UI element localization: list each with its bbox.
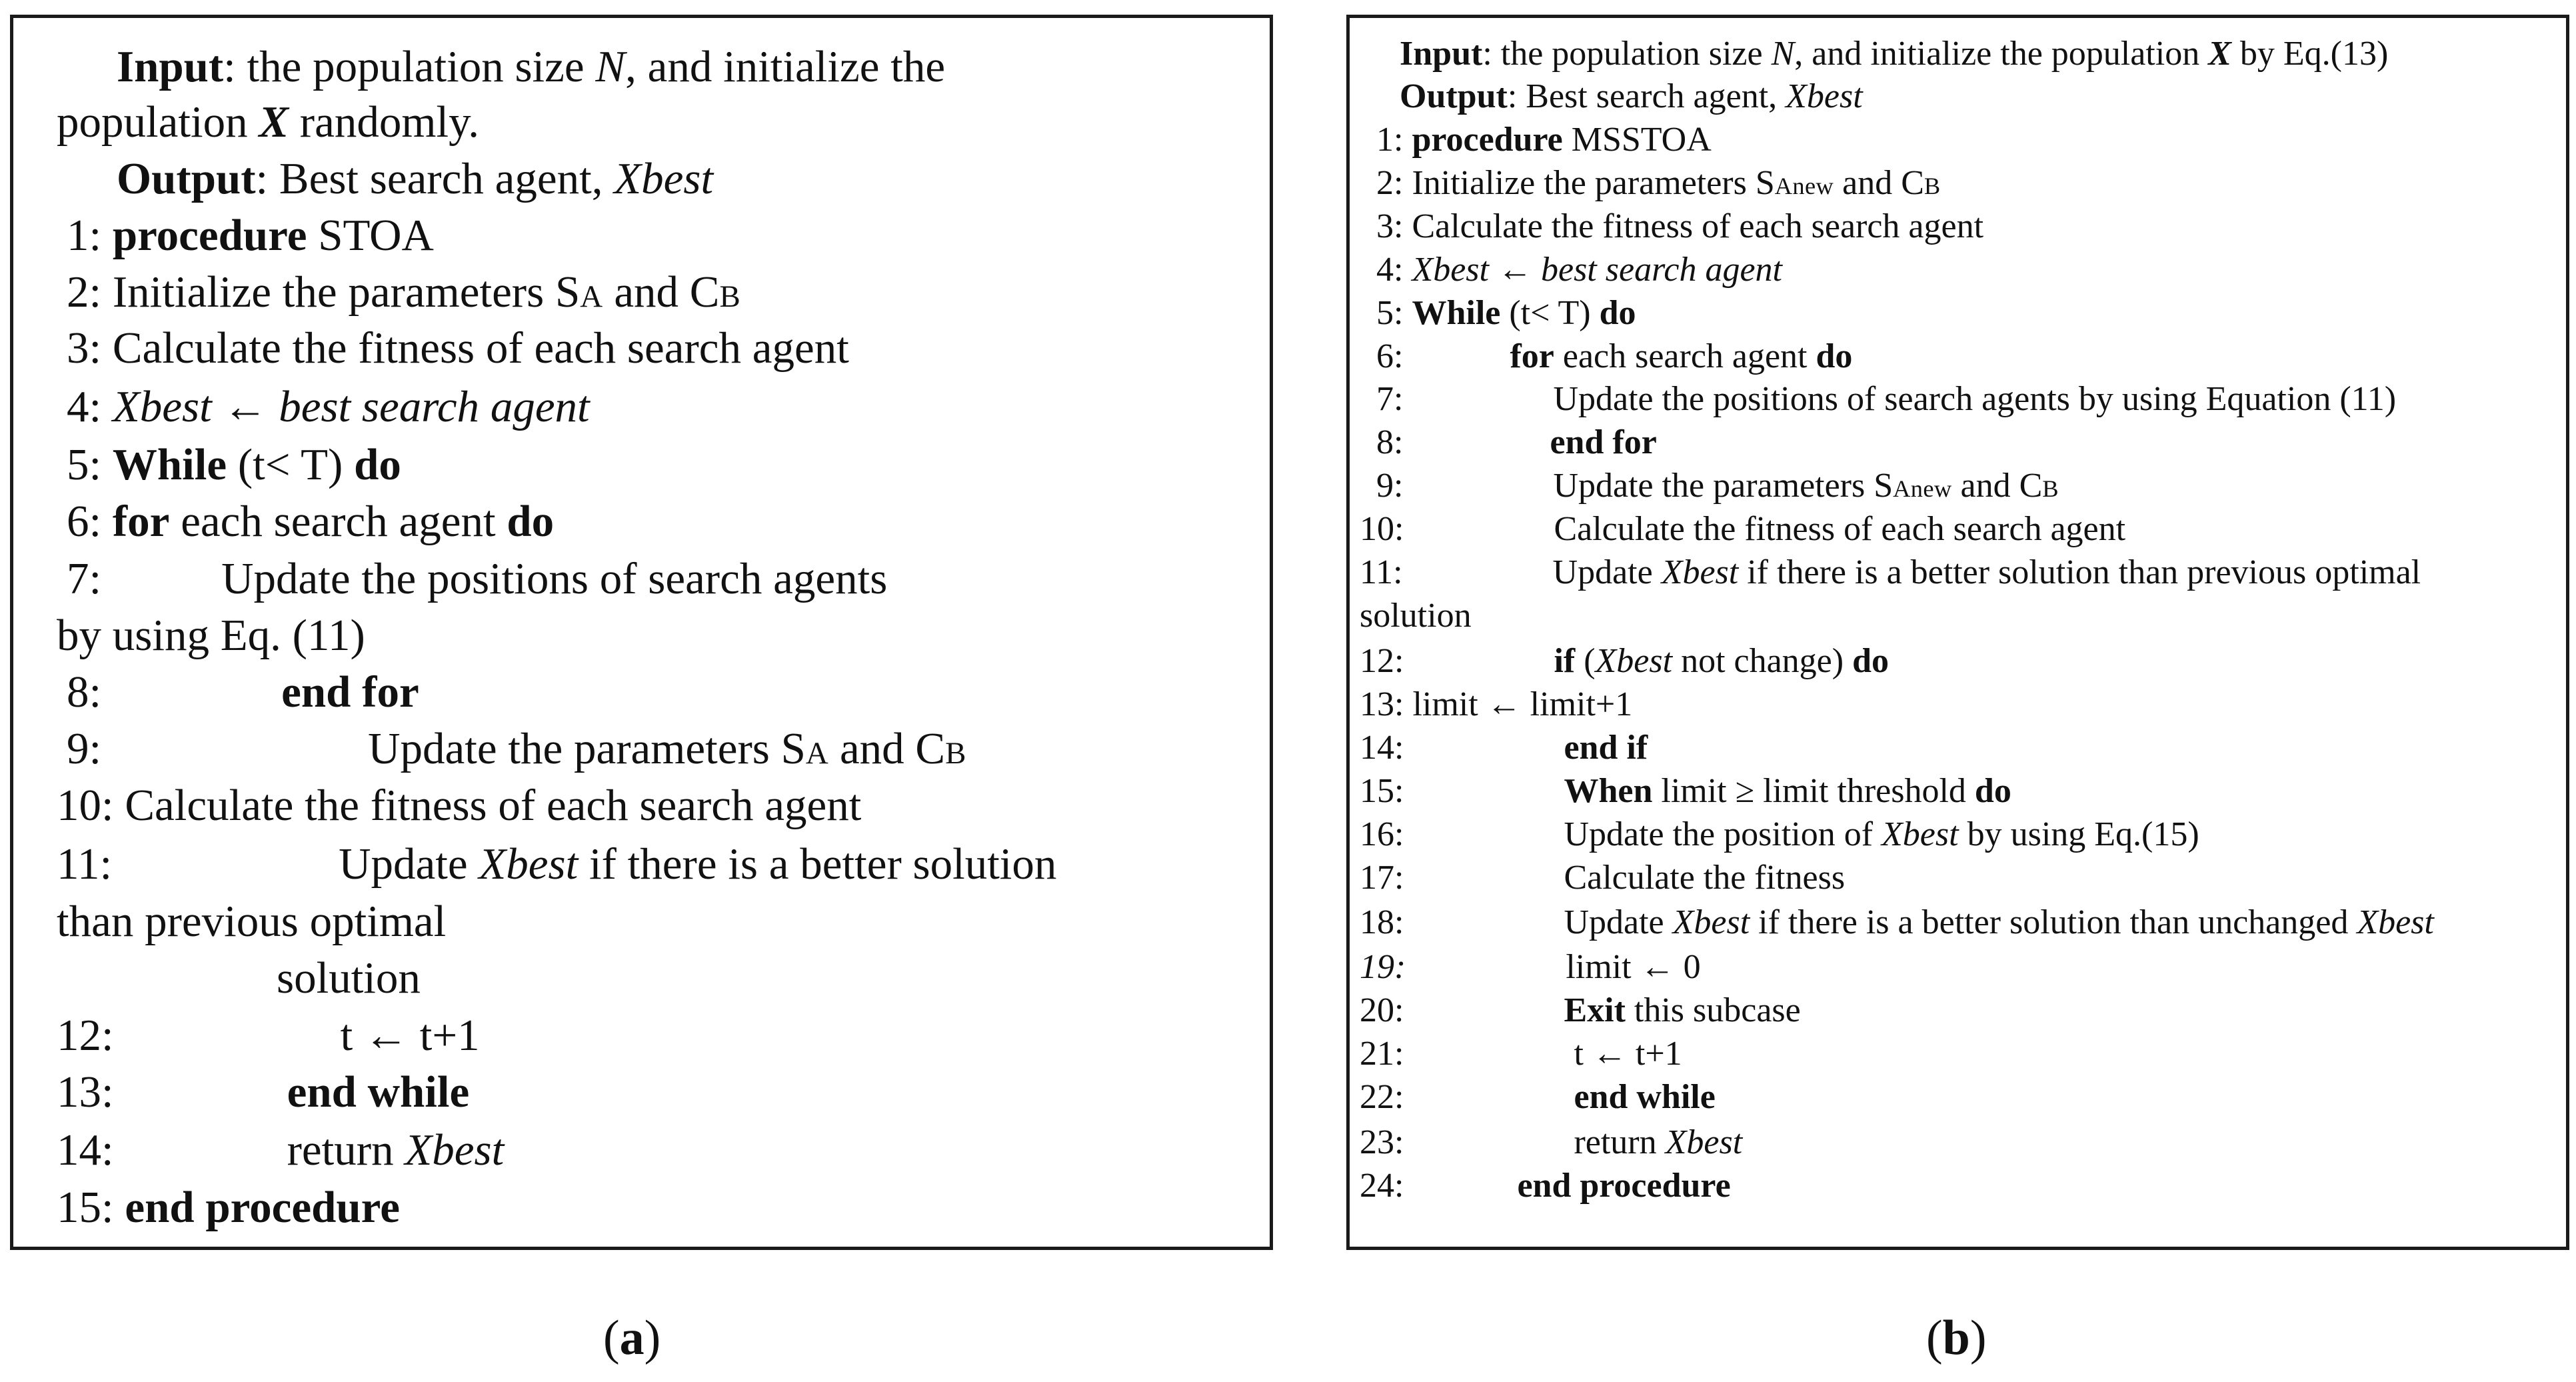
algorithm-line: 17: Calculate the fitness	[1360, 859, 1846, 897]
algorithm-line: 2: Initialize the parameters SAnew and CB	[1376, 164, 1941, 202]
algorithm-line: 18: Update Xbest if there is a better solution than unchanged Xbest	[1360, 903, 2434, 941]
algorithm-line: 5: While (t< T) do	[67, 440, 401, 489]
caption-b-label: b	[1942, 1311, 1970, 1365]
algorithm-line: 5: While (t< T) do	[1376, 294, 1636, 332]
caption-a: (a)	[603, 1311, 661, 1365]
algorithm-line: 11: Update Xbest if there is a better solution	[57, 839, 1057, 889]
algorithm-line: 10: Calculate the fitness of each search agent	[1360, 510, 2126, 548]
algorithm-line: population X randomly.	[57, 97, 479, 147]
algorithm-line: 14: end if	[1360, 729, 1648, 767]
algorithm-line: Output: Best search agent, Xbest	[117, 154, 714, 203]
algorithm-line: 8: end for	[67, 667, 419, 717]
algorithm-line: 15: end procedure	[57, 1183, 400, 1232]
algorithm-line: 3: Calculate the fitness of each search agent	[67, 323, 849, 373]
algorithm-line: 23: return Xbest	[1360, 1123, 1743, 1161]
algorithm-line: 13: end while	[57, 1067, 470, 1117]
algorithm-panel-a	[10, 15, 1273, 1250]
algorithm-panel-b	[1346, 15, 2569, 1250]
algorithm-line: 7: Update the positions of search agents	[67, 554, 888, 603]
algorithm-line: 19: limit ← 0	[1360, 948, 1701, 986]
algorithm-line: 20: Exit this subcase	[1360, 991, 1801, 1029]
algorithm-line: 1: procedure STOA	[67, 211, 434, 260]
algorithm-line: Input: the population size N, and initialize the population X by Eq.(13)	[1400, 35, 2389, 73]
algorithm-line: 14: return Xbest	[57, 1125, 505, 1175]
algorithm-line: 3: Calculate the fitness of each search agent	[1376, 207, 1984, 245]
algorithm-line: 16: Update the position of Xbest by using Eq.(15)	[1360, 815, 2199, 853]
algorithm-line: 4: Xbest ← best search agent	[1376, 251, 1782, 289]
algorithm-line: 13: limit ← limit+1	[1360, 685, 1633, 723]
algorithm-line: solution	[1360, 597, 1472, 635]
algorithm-line: 11: Update Xbest if there is a better solution than previous optimal	[1360, 553, 2421, 591]
algorithm-line: 7: Update the positions of search agents by using Equation (11)	[1376, 380, 2397, 418]
algorithm-line: 2: Initialize the parameters SA and CB	[67, 267, 741, 317]
algorithm-line: 22: end while	[1360, 1078, 1716, 1116]
algorithm-line: 1: procedure MSSTOA	[1376, 121, 1712, 159]
algorithm-line: 12: t ← t+1	[57, 1011, 480, 1060]
algorithm-line: 24: end procedure	[1360, 1167, 1731, 1205]
caption-b: (b)	[1926, 1311, 1987, 1365]
algorithm-line: solution	[277, 953, 421, 1003]
algorithm-line: 4: Xbest ← best search agent	[67, 382, 590, 431]
algorithm-line: 12: if (Xbest not change) do	[1360, 642, 1890, 680]
algorithm-line: 6: for each search agent do	[1376, 337, 1853, 375]
algorithm-line: 8: end for	[1376, 423, 1657, 461]
algorithm-line: by using Eq. (11)	[57, 611, 365, 660]
algorithm-line: 9: Update the parameters SAnew and CB	[1376, 467, 2059, 505]
caption-a-label: a	[619, 1311, 644, 1365]
algorithm-line: Input: the population size N, and initialize the	[117, 42, 946, 91]
algorithm-line: 9: Update the parameters SA and CB	[67, 724, 966, 773]
algorithm-line: Output: Best search agent, Xbest	[1400, 77, 1863, 115]
algorithm-line: 6: for each search agent do	[67, 497, 555, 546]
algorithm-line: 21: t ← t+1	[1360, 1035, 1682, 1073]
algorithm-line: than previous optimal	[57, 897, 447, 946]
algorithm-line: 15: When limit ≥ limit threshold do	[1360, 772, 2011, 810]
algorithm-line: 10: Calculate the fitness of each search agent	[57, 781, 862, 830]
